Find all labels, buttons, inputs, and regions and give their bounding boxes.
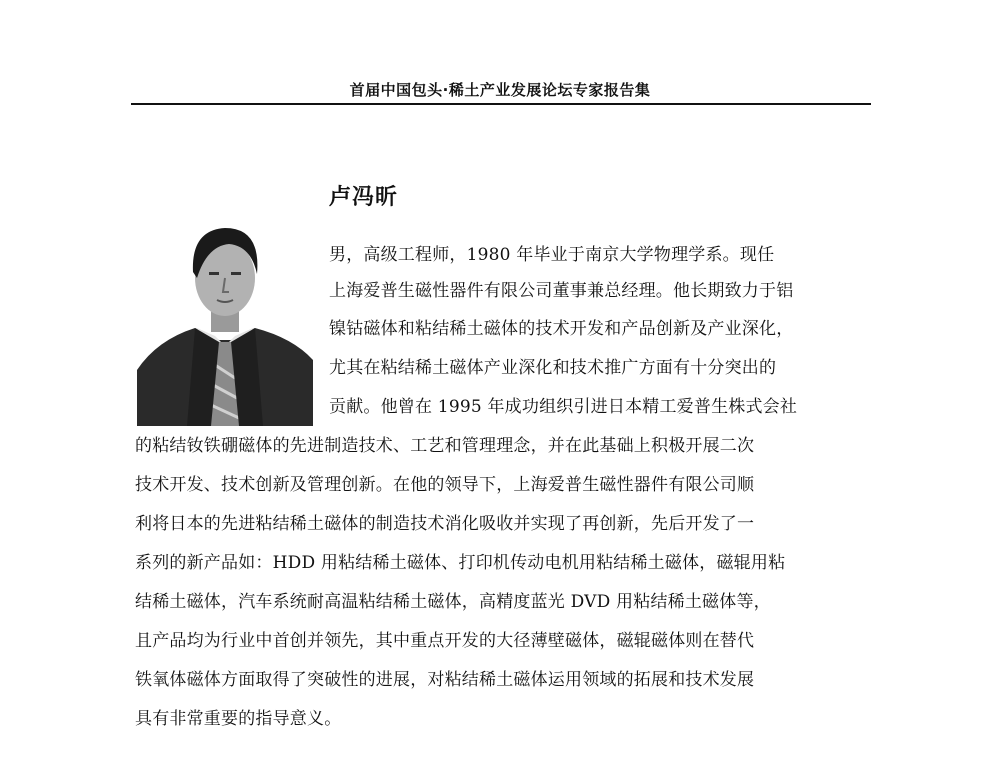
bio-line-6: 的粘结钕铁硼磁体的先进制造技术、工艺和管理理念，并在此基础上积极开展二次 bbox=[135, 436, 755, 456]
running-header-title: 首届中国包头·稀土产业发展论坛专家报告集 bbox=[349, 81, 651, 99]
bio-line-10: 结稀土磁体，汽车系统耐高温粘结稀土磁体，高精度蓝光 DVD 用粘结稀土磁体等， bbox=[135, 592, 771, 612]
bio-line-5: 贡献。他曾在 1995 年成功组织引进日本精工爱普生株式会社 bbox=[329, 397, 798, 417]
bio-line-2: 上海爱普生磁性器件有限公司董事兼总经理。他长期致力于铝 bbox=[329, 281, 794, 301]
bio-line-9: 系列的新产品如：HDD 用粘结稀土磁体、打印机传动电机用粘结稀土磁体，磁辊用粘 bbox=[135, 553, 786, 573]
bio-line-12: 铁氧体磁体方面取得了突破性的进展，对粘结稀土磁体运用领域的拓展和技术发展 bbox=[135, 670, 755, 690]
header-rule bbox=[131, 103, 871, 105]
bio-line-3: 镍钴磁体和粘结稀土磁体的技术开发和产品创新及产业深化， bbox=[329, 319, 794, 339]
bio-line-13: 具有非常重要的指导意义。 bbox=[135, 709, 342, 729]
person-name: 卢冯昕 bbox=[329, 185, 399, 210]
bio-line-11: 且产品均为行业中首创并领先，其中重点开发的大径薄壁磁体，磁辊磁体则在替代 bbox=[135, 631, 755, 651]
bio-line-4: 尤其在粘结稀土磁体产业深化和技术推广方面有十分突出的 bbox=[329, 358, 777, 378]
portrait-photo-icon bbox=[137, 200, 313, 426]
bio-line-8: 利将日本的先进粘结稀土磁体的制造技术消化吸收并实现了再创新，先后开发了一 bbox=[135, 514, 755, 534]
bio-line-7: 技术开发、技术创新及管理创新。在他的领导下，上海爱普生磁性器件有限公司顺 bbox=[135, 475, 755, 495]
bio-line-1: 男，高级工程师，1980 年毕业于南京大学物理学系。现任 bbox=[329, 245, 775, 265]
